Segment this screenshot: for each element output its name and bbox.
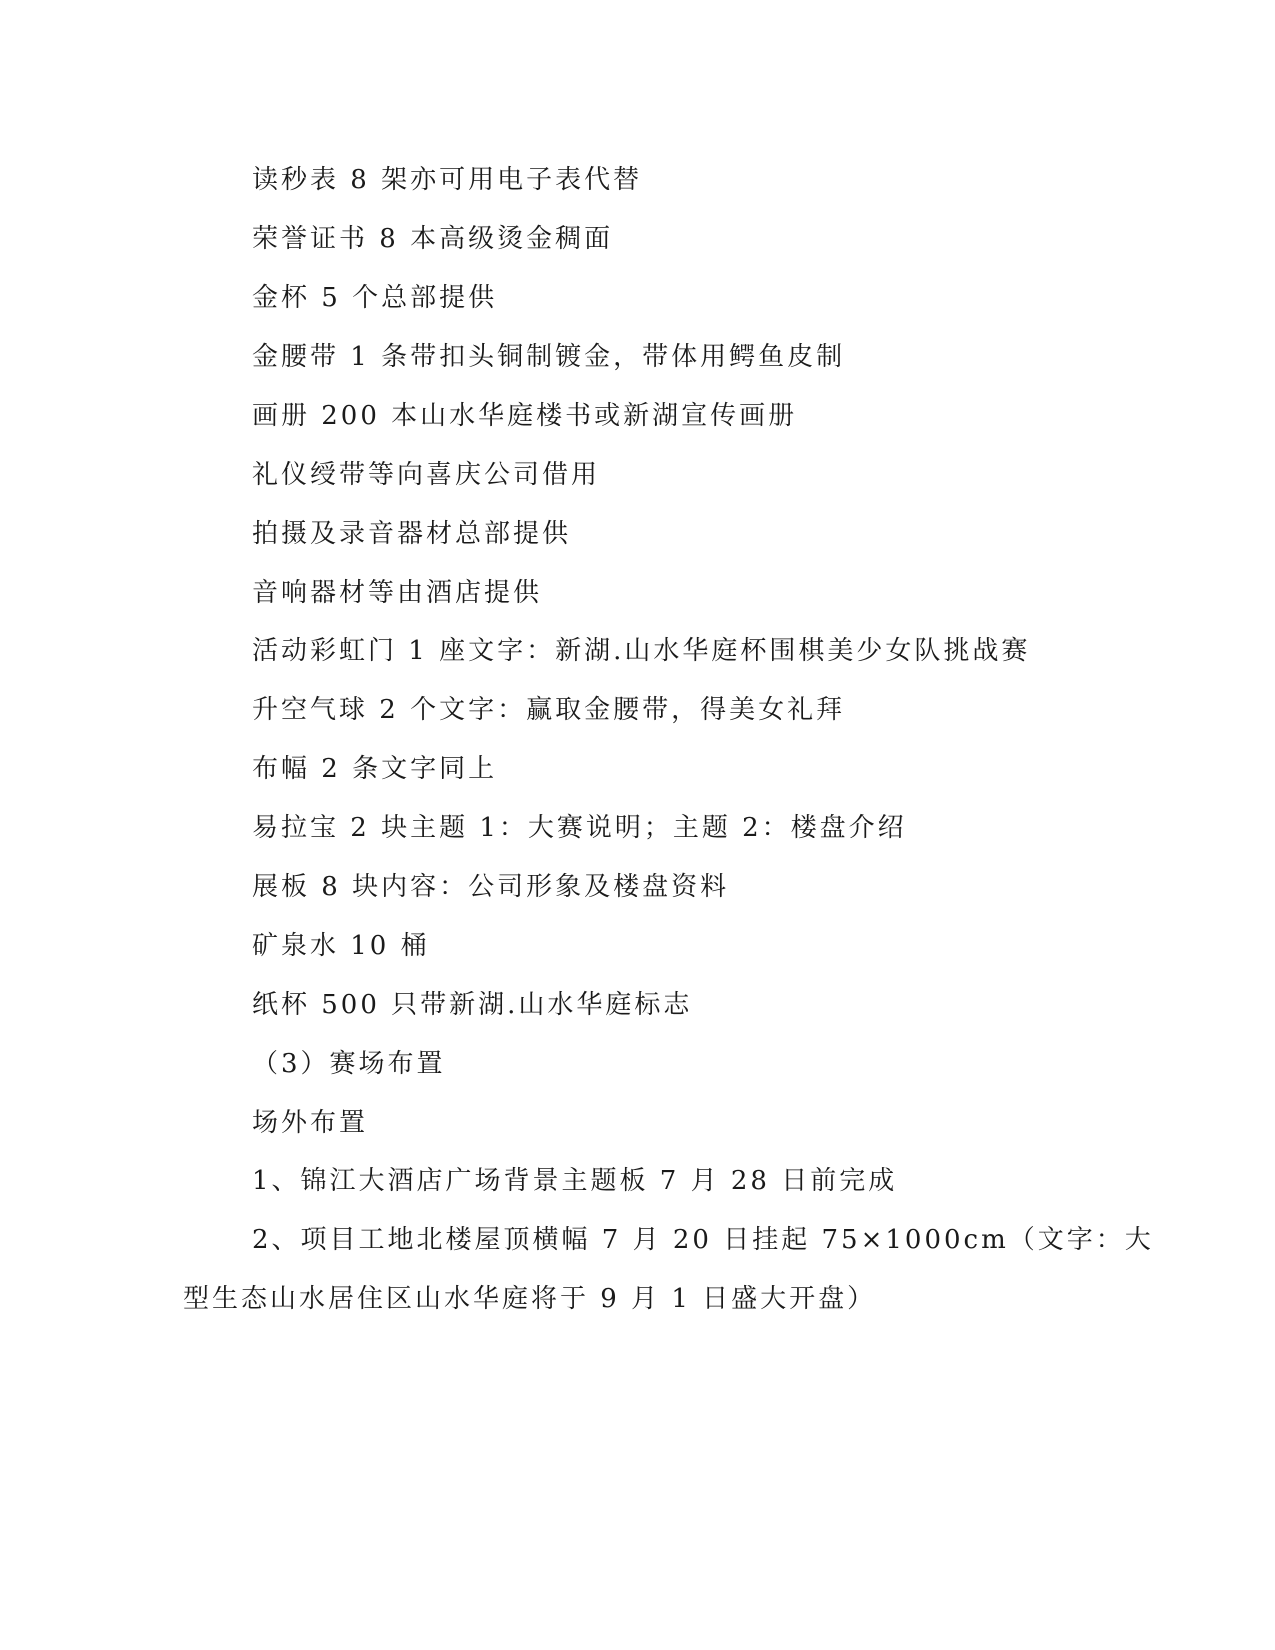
text-line: 金腰带 1 条带扣头铜制镀金，带体用鳄鱼皮制: [252, 342, 846, 372]
text-line: 画册 200 本山水华庭楼书或新湖宣传画册: [252, 401, 798, 431]
text-line-continuation: 型生态山水居住区山水华庭将于 9 月 1 日盛大开盘）: [183, 1284, 877, 1314]
text-line: 音响器材等由酒店提供: [252, 578, 543, 608]
text-line: 2、项目工地北楼屋顶横幅 7 月 20 日挂起 75×1000cm（文字：大: [252, 1225, 1154, 1255]
text-line: 活动彩虹门 1 座文字：新湖.山水华庭杯围棋美少女队挑战赛: [252, 636, 1031, 666]
text-line: 展板 8 块内容：公司形象及楼盘资料: [252, 872, 730, 902]
text-line: 礼仪绶带等向喜庆公司借用: [252, 460, 601, 490]
subsection-heading: 场外布置: [252, 1108, 369, 1138]
text-line: 布幅 2 条文字同上: [252, 754, 498, 784]
text-line: 矿泉水 10 桶: [252, 931, 430, 961]
text-line: 读秒表 8 架亦可用电子表代替: [252, 165, 643, 195]
text-line: 1、锦江大酒店广场背景主题板 7 月 28 日前完成: [252, 1166, 898, 1196]
text-line: 易拉宝 2 块主题 1：大赛说明；主题 2：楼盘介绍: [252, 813, 907, 843]
text-line: 纸杯 500 只带新湖.山水华庭标志: [252, 990, 693, 1020]
text-line: 金杯 5 个总部提供: [252, 283, 498, 313]
section-heading: （3）赛场布置: [252, 1049, 446, 1079]
text-line: 荣誉证书 8 本高级烫金稠面: [252, 224, 614, 254]
text-line: 升空气球 2 个文字：赢取金腰带，得美女礼拜: [252, 695, 846, 725]
text-line: 拍摄及录音器材总部提供: [252, 519, 572, 549]
